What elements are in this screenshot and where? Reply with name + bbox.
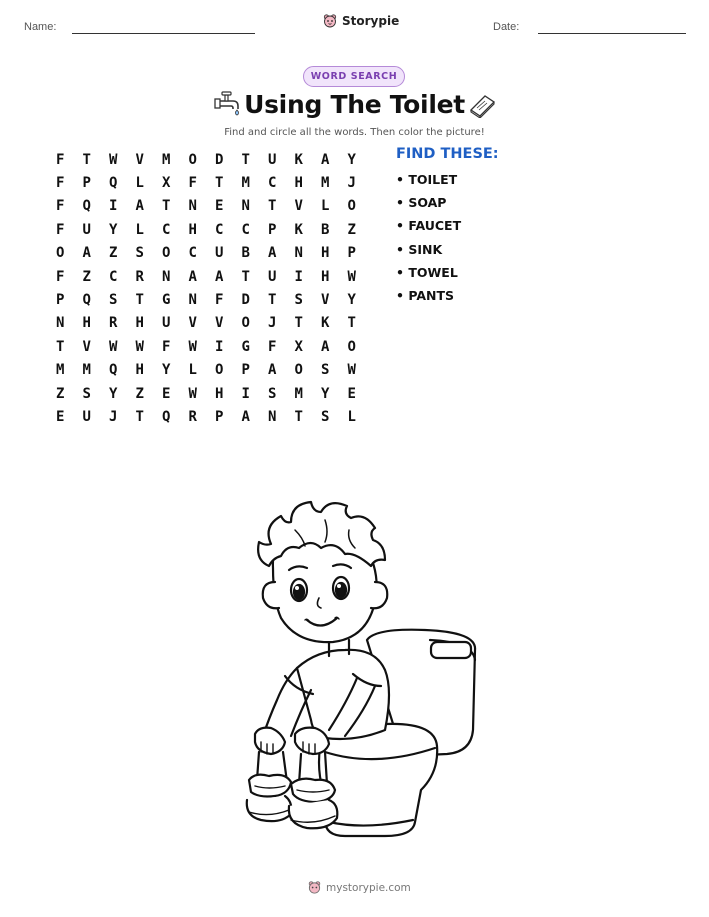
grid-letter[interactable]: A <box>215 268 224 285</box>
grid-letter[interactable]: N <box>162 268 171 285</box>
grid-letter[interactable]: N <box>188 292 197 309</box>
grid-letter[interactable]: C <box>215 221 224 238</box>
word-item: • TOWEL <box>396 264 458 280</box>
grid-letter[interactable]: Y <box>162 362 171 379</box>
grid-letter[interactable]: M <box>241 175 250 192</box>
grid-letter[interactable]: Y <box>321 385 330 402</box>
grid-letter[interactable]: J <box>109 408 118 425</box>
grid-letter[interactable]: P <box>215 408 224 425</box>
grid-letter[interactable]: C <box>241 221 250 238</box>
grid-letter[interactable]: L <box>135 175 144 192</box>
grid-letter[interactable]: O <box>215 362 224 379</box>
grid-letter[interactable]: T <box>241 268 250 285</box>
grid-letter[interactable]: R <box>188 408 197 425</box>
grid-letter[interactable]: A <box>268 245 277 262</box>
grid-letter[interactable]: I <box>241 385 250 402</box>
grid-letter[interactable]: F <box>56 151 65 168</box>
grid-row <box>47 288 365 311</box>
grid-letter[interactable]: X <box>294 338 303 355</box>
grid-row <box>47 382 365 405</box>
grid-letter[interactable]: A <box>188 268 197 285</box>
grid-letter[interactable]: W <box>347 268 356 285</box>
grid-letter[interactable]: B <box>321 221 330 238</box>
grid-letter[interactable]: H <box>215 385 224 402</box>
grid-letter[interactable]: M <box>294 385 303 402</box>
footer <box>307 880 411 895</box>
grid-row <box>47 218 365 241</box>
grid-letter[interactable]: D <box>241 292 250 309</box>
grid-letter[interactable]: U <box>162 315 171 332</box>
grid-letter[interactable]: L <box>188 362 197 379</box>
grid-letter[interactable]: C <box>268 175 277 192</box>
grid-letter[interactable]: O <box>241 315 250 332</box>
grid-letter[interactable]: T <box>56 338 65 355</box>
grid-letter[interactable]: U <box>82 408 91 425</box>
grid-letter[interactable]: U <box>268 268 277 285</box>
grid-letter[interactable]: V <box>82 338 91 355</box>
grid-letter[interactable]: D <box>215 151 224 168</box>
grid-letter[interactable]: F <box>162 338 171 355</box>
grid-letter[interactable]: O <box>188 151 197 168</box>
grid-letter[interactable]: J <box>347 175 356 192</box>
grid-letter[interactable]: R <box>135 268 144 285</box>
grid-letter[interactable]: Z <box>109 245 118 262</box>
grid-letter[interactable]: C <box>109 268 118 285</box>
grid-letter[interactable]: A <box>241 408 250 425</box>
grid-letter[interactable]: F <box>56 268 65 285</box>
grid-letter[interactable]: M <box>56 362 65 379</box>
grid-letter[interactable]: Q <box>162 408 171 425</box>
grid-letter[interactable]: N <box>294 245 303 262</box>
grid-letter[interactable]: C <box>188 245 197 262</box>
grid-letter[interactable]: Y <box>109 221 118 238</box>
grid-letter[interactable]: H <box>135 315 144 332</box>
grid-letter[interactable]: P <box>241 362 250 379</box>
grid-row <box>47 359 365 382</box>
grid-letter[interactable]: Y <box>109 385 118 402</box>
grid-letter[interactable]: S <box>321 362 330 379</box>
grid-letter[interactable]: T <box>347 315 356 332</box>
grid-letter[interactable]: Q <box>82 292 91 309</box>
grid-letter[interactable]: P <box>56 292 65 309</box>
word-search-grid <box>47 148 365 429</box>
grid-letter[interactable]: O <box>347 198 356 215</box>
grid-letter[interactable]: T <box>135 408 144 425</box>
grid-letter[interactable]: Z <box>347 221 356 238</box>
grid-letter[interactable]: T <box>162 198 171 215</box>
grid-letter[interactable]: S <box>82 385 91 402</box>
grid-letter[interactable]: Y <box>347 292 356 309</box>
storypie-mascot-icon <box>307 880 322 895</box>
boy-on-toilet-illustration <box>225 490 485 850</box>
grid-letter[interactable]: A <box>135 198 144 215</box>
grid-row <box>47 171 365 194</box>
grid-letter[interactable]: O <box>294 362 303 379</box>
date-label: Date: <box>493 21 520 33</box>
grid-letter[interactable]: P <box>82 175 91 192</box>
name-line <box>72 33 255 34</box>
grid-letter[interactable]: T <box>82 151 91 168</box>
grid-letter[interactable]: T <box>268 198 277 215</box>
grid-letter[interactable]: T <box>215 175 224 192</box>
grid-letter[interactable]: V <box>294 198 303 215</box>
grid-letter[interactable]: S <box>268 385 277 402</box>
grid-letter[interactable]: Y <box>347 151 356 168</box>
grid-letter[interactable]: A <box>268 362 277 379</box>
grid-letter[interactable]: U <box>215 245 224 262</box>
grid-letter[interactable]: A <box>321 338 330 355</box>
grid-letter[interactable]: V <box>135 151 144 168</box>
grid-letter[interactable]: H <box>188 221 197 238</box>
find-these-heading: FIND THESE: <box>396 146 499 162</box>
grid-letter[interactable]: V <box>188 315 197 332</box>
grid-row <box>47 405 365 428</box>
grid-letter[interactable]: F <box>268 338 277 355</box>
grid-letter[interactable]: M <box>321 175 330 192</box>
grid-letter[interactable]: B <box>241 245 250 262</box>
word-item: • PANTS <box>396 287 455 303</box>
grid-letter[interactable]: O <box>162 245 171 262</box>
word-item: • FAUCET <box>396 218 462 234</box>
grid-letter[interactable]: H <box>294 175 303 192</box>
grid-letter[interactable]: L <box>321 198 330 215</box>
grid-letter[interactable]: W <box>347 362 356 379</box>
grid-letter[interactable]: N <box>56 315 65 332</box>
grid-letter[interactable]: O <box>347 338 356 355</box>
grid-letter[interactable]: E <box>215 198 224 215</box>
grid-letter[interactable]: T <box>135 292 144 309</box>
grid-letter[interactable]: G <box>241 338 250 355</box>
grid-letter[interactable]: Q <box>109 362 118 379</box>
word-item: • SOAP <box>396 195 447 211</box>
grid-letter[interactable]: F <box>56 198 65 215</box>
grid-letter[interactable]: H <box>82 315 91 332</box>
grid-letter[interactable]: M <box>82 362 91 379</box>
grid-letter[interactable]: N <box>268 408 277 425</box>
grid-letter[interactable]: E <box>347 385 356 402</box>
word-search-badge: WORD SEARCH <box>303 66 405 87</box>
grid-letter[interactable]: N <box>241 198 250 215</box>
grid-letter[interactable]: V <box>215 315 224 332</box>
grid-letter[interactable]: G <box>162 292 171 309</box>
brand-logo <box>322 13 399 29</box>
date-line <box>538 33 686 34</box>
word-item: • TOILET <box>396 172 458 187</box>
grid-letter[interactable]: E <box>56 408 65 425</box>
grid-row <box>47 242 365 265</box>
grid-letter[interactable]: H <box>321 268 330 285</box>
grid-letter[interactable]: Q <box>109 175 118 192</box>
page-title: Using The Toilet <box>244 90 465 119</box>
grid-letter[interactable]: Q <box>82 198 91 215</box>
grid-letter[interactable]: I <box>215 338 224 355</box>
grid-letter[interactable]: N <box>188 198 197 215</box>
grid-letter[interactable]: L <box>135 221 144 238</box>
grid-letter[interactable]: P <box>347 245 356 262</box>
grid-letter[interactable]: R <box>109 315 118 332</box>
grid-letter[interactable]: F <box>56 175 65 192</box>
footer-url: mystorypie.com <box>326 881 411 894</box>
grid-letter[interactable]: F <box>188 175 197 192</box>
grid-letter[interactable]: T <box>294 408 303 425</box>
grid-letter[interactable]: A <box>82 245 91 262</box>
grid-row <box>47 148 365 171</box>
grid-letter[interactable]: F <box>215 292 224 309</box>
grid-letter[interactable]: J <box>268 315 277 332</box>
grid-row <box>47 335 365 358</box>
grid-letter[interactable]: M <box>162 151 171 168</box>
grid-letter[interactable]: H <box>135 362 144 379</box>
word-list <box>396 172 461 311</box>
grid-letter[interactable]: W <box>188 338 197 355</box>
storypie-mascot-icon <box>322 13 338 29</box>
grid-letter[interactable]: H <box>321 245 330 262</box>
instructions: Find and circle all the words. Then color the picture! <box>224 127 485 138</box>
grid-letter[interactable]: T <box>268 292 277 309</box>
grid-letter[interactable]: T <box>241 151 250 168</box>
grid-letter[interactable]: Z <box>82 268 91 285</box>
grid-letter[interactable]: X <box>162 175 171 192</box>
grid-letter[interactable]: F <box>56 221 65 238</box>
grid-letter[interactable]: U <box>268 151 277 168</box>
brand-name: Storypie <box>342 14 400 28</box>
grid-letter[interactable]: Z <box>56 385 65 402</box>
grid-letter[interactable]: U <box>82 221 91 238</box>
grid-letter[interactable]: W <box>188 385 197 402</box>
grid-letter[interactable]: W <box>135 338 144 355</box>
word-item: • SINK <box>396 241 443 257</box>
name-label: Name: <box>24 21 57 33</box>
grid-letter[interactable]: W <box>109 151 118 168</box>
grid-row <box>47 195 365 218</box>
grid-letter[interactable]: V <box>321 292 330 309</box>
grid-letter[interactable]: I <box>109 198 118 215</box>
grid-letter[interactable]: K <box>294 151 303 168</box>
grid-letter[interactable]: A <box>321 151 330 168</box>
grid-row <box>47 265 365 288</box>
grid-letter[interactable]: O <box>56 245 65 262</box>
grid-letter[interactable]: K <box>294 221 303 238</box>
grid-letter[interactable]: C <box>162 221 171 238</box>
grid-letter[interactable]: S <box>321 408 330 425</box>
grid-letter[interactable]: K <box>321 315 330 332</box>
grid-letter[interactable]: W <box>109 338 118 355</box>
grid-letter[interactable]: I <box>294 268 303 285</box>
grid-row <box>47 312 365 335</box>
grid-letter[interactable]: L <box>347 408 356 425</box>
grid-letter[interactable]: Z <box>135 385 144 402</box>
grid-letter[interactable]: T <box>294 315 303 332</box>
grid-letter[interactable]: P <box>268 221 277 238</box>
grid-letter[interactable]: E <box>162 385 171 402</box>
grid-letter[interactable]: S <box>135 245 144 262</box>
grid-letter[interactable]: S <box>294 292 303 309</box>
grid-letter[interactable]: S <box>109 292 118 309</box>
